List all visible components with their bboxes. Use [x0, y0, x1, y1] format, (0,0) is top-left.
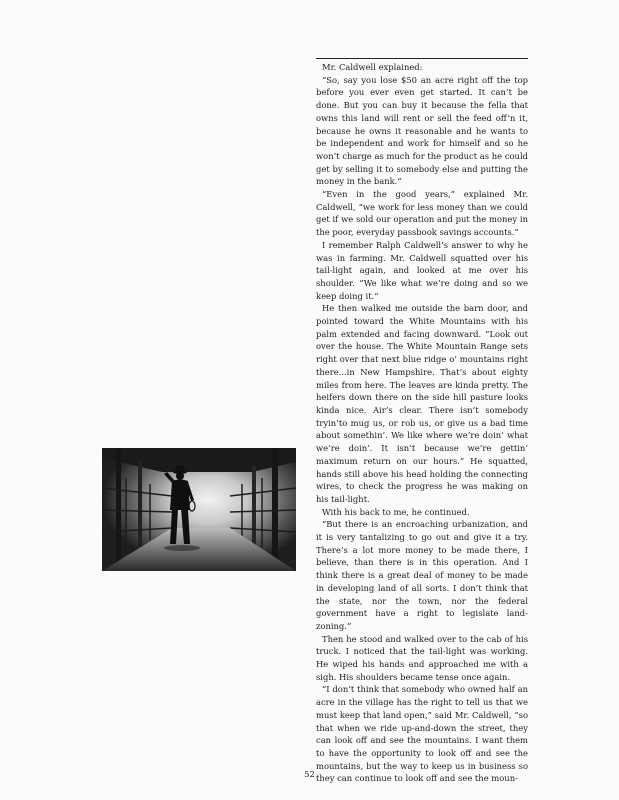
bleed-through-texture-top — [102, 58, 298, 446]
article-paragraph: Mr. Caldwell explained: — [322, 62, 423, 72]
column-top-rule — [316, 58, 528, 59]
page-number: 52 — [304, 769, 315, 779]
article-paragraph: “I don’t think that somebody who owned half an acre in the village has the right to tell us that we must keep that land open,” said Mr. Caldwell, “so that when we ride up-and-down the street, they can look off and see the mountains. I want them to have the opportunity to look off and see the mountains, but the way to keep us in business so they can continue to look off and see the moun- — [316, 684, 528, 784]
article-paragraph: He then walked me outside the barn door, and pointed toward the White Mountains with his palm extended and facing downward. “Look out over the house. The White Mountain Range sets right over that next blue ridge o’ mountains right there...in New Hampshire. That’s about eighty miles from here. The leaves are kinda pretty. The heifers down there on the side hill pasture looks kinda nice. Air’s clear. There isn’t somebody tryin’to mug us, or rob us, or give us a bad time about somethin’. We like where we’re doin’ what we’re doin’. It isn’t because we’re gettin’ maximum return on our hours.” He squatted, hands still above his head holding the connecting wires, to check the progress he was making on his tail-light. — [316, 303, 528, 504]
article-paragraph: “But there is an encroaching urbanization, and it is very tantalizing to go out and give it a try. There’s a lot more money to be made there, I believe, than there is in this operation. And I think there is a great deal of money to be made in developing land of all sorts. I don’t think that the state, nor the town, nor the federal government have a right to legislate land-zoning.” — [316, 519, 528, 631]
article-column — [316, 61, 528, 785]
barn-photo — [102, 448, 296, 571]
barn-photo-image — [102, 448, 296, 571]
article-paragraph: “So, say you lose $50 an acre right off the top before you ever even get started. It can’t be done. But you can buy it because the fella that owns this land will rent or sell the feed off’n it, because he owns it reasonable and he wants to be independent and work for himself and so he won’t charge as much for the product as he could get by selling it to somebody else and putting the money in the bank.” — [316, 74, 528, 187]
article-paragraph: I remember Ralph Caldwell’s answer to why he was in farming. Mr. Caldwell squatted over his tail-light again, and looked at me over his shoulder. “We like what we’re doing and so we keep doing it.” — [316, 239, 528, 301]
article-paragraph: “Even in the good years,” explained Mr. Caldwell, “we work for less money than we could get if we sold our operation and put the money in the poor, everyday passbook savings accounts.” — [316, 189, 528, 238]
article-paragraph: Then he stood and walked over to the cab of his truck. I noticed that the tail-light was working. He wiped his hands and approached me with a sigh. His shoulders became tense once again. — [316, 633, 528, 682]
article-paragraph: With his back to me, he continued. — [322, 506, 470, 517]
bleed-through-texture-bottom — [102, 583, 298, 743]
